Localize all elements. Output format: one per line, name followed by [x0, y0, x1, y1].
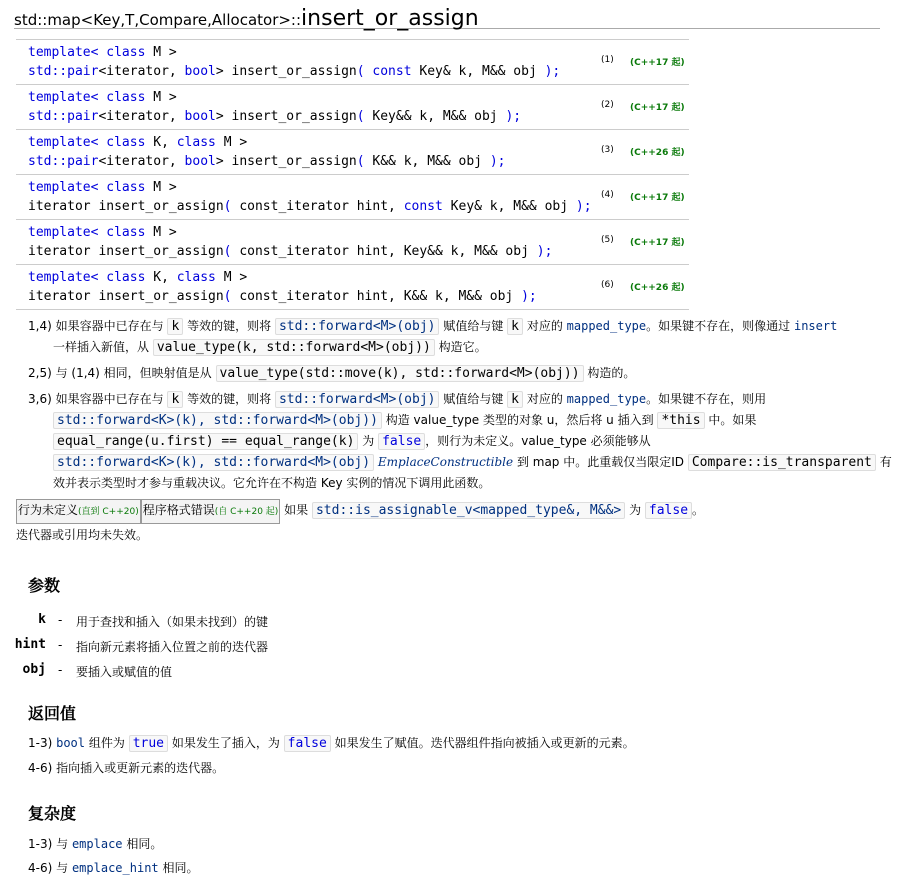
desc-1-4: 1,4) 如果容器中已存在与 k 等效的键，则将 std::forward<M>(obj) 赋值给与键 k 对应的 mapped_type。如果键不存在，则像通过 insert [28, 319, 838, 334]
version-badge: (C++17 起) [630, 193, 685, 203]
param-description: 指向新元素将插入位置之前的迭代器 [76, 640, 269, 654]
declaration-code [28, 223, 552, 261]
signature-line: std::pair<iterator, bool> insert_or_assign( Key&& k, M&& obj ); [28, 109, 522, 124]
desc-1-4-cont: 一样插入新值，从 value_type(k, std::forward<M>(obj)) 构造它。 [53, 340, 487, 355]
link-mapped-type[interactable]: mapped_type [566, 319, 647, 333]
desc-3-6-line3: equal_range(u.first) == equal_range(k) 为 false ，则行为未定义。value_type 必须能够从 [53, 431, 651, 452]
template-line: template< class M > [28, 90, 177, 105]
template-line: template< class M > [28, 180, 177, 195]
param-description: 用于查找和插入（如果未找到）的键 [76, 615, 269, 629]
code-false: false [645, 502, 692, 519]
param-description: 要插入或赋值的值 [76, 665, 173, 679]
param-name: obj [22, 662, 46, 677]
param-dash: - [58, 663, 63, 677]
code-is-assignable[interactable]: std::is_assignable_v<mapped_type&, M&&> [312, 502, 625, 519]
template-line: template< class M > [28, 225, 177, 240]
params-heading: 参数 [28, 576, 61, 595]
ill-formed-badge: 程序格式错误(自 C++20 起) [141, 499, 281, 524]
desc-2-5: 2,5) 与 (1,4) 相同，但映射值是从 value_type(std::move(k), std::forward<M>(obj)) 构造的。 [28, 366, 636, 381]
signature-line: iterator insert_or_assign( const_iterator hint, const Key& k, M&& obj ); [28, 199, 592, 214]
code-this: *this [657, 412, 704, 429]
declaration-row [16, 264, 689, 310]
code-k: k [167, 391, 183, 408]
code-forward-obj[interactable]: std::forward<M>(obj) [275, 318, 440, 335]
return-1-3: 1-3) bool 组件为 true 如果发生了插入，为 false 如果发生了赋值。迭代器组件指向被插入或更新的元素。 [28, 736, 635, 751]
code-forward-obj[interactable]: std::forward<M>(obj) [275, 391, 440, 408]
declaration-row [16, 174, 689, 219]
link-mapped-type[interactable]: mapped_type [566, 392, 647, 406]
version-badge: (C++17 起) [630, 58, 685, 68]
complexity-heading: 复杂度 [28, 804, 77, 823]
declaration-row [16, 39, 689, 84]
code-true: true [129, 735, 168, 752]
overload-number: (5) [601, 235, 614, 245]
complexity-1-3: 1-3) 与 emplace 相同。 [28, 837, 163, 851]
version-badge: (C++26 起) [630, 283, 685, 293]
overload-number: (4) [601, 190, 614, 200]
declaration-row [16, 129, 689, 174]
overload-number: (6) [601, 280, 614, 290]
code-k: k [507, 391, 523, 408]
signature-line: std::pair<iterator, bool> insert_or_assign( K&& k, M&& obj ); [28, 154, 506, 169]
declaration-row [16, 219, 689, 264]
param-dash: - [58, 613, 63, 627]
code-forward-pair-2[interactable]: std::forward<K>(k), std::forward<M>(obj) [53, 454, 374, 471]
complexity-4-6: 4-6) 与 emplace_hint 相同。 [28, 861, 199, 875]
code-equal-range[interactable]: equal_range(u.first) == equal_range(k) [53, 433, 358, 450]
overload-number: (2) [601, 100, 614, 110]
code-k: k [167, 318, 183, 335]
desc-3-6-line5: 效并表示类型时才参与重载决议。它允许在不构造 Key 实例的情况下调用此函数。 [53, 476, 491, 490]
param-name: hint [14, 637, 46, 652]
link-insert[interactable]: insert [793, 319, 838, 333]
param-name: k [38, 612, 46, 627]
iterator-note: 迭代器或引用均未失效。 [16, 528, 149, 542]
desc-3-6-line4: std::forward<K>(k), std::forward<M>(obj) EmplaceConstructible 到 map 中。此重载仅当限定ID Compare::is_transparent 有 [53, 452, 892, 473]
declaration-code [28, 43, 560, 81]
signature-line: iterator insert_or_assign( const_iterator hint, Key&& k, M&& obj ); [28, 244, 553, 259]
ub-note: 行为未定义(直到 C++20) 程序格式错误(自 C++20 起) 如果 std::is_assignable_v<mapped_type&, M&&> 为 false 。 [16, 499, 704, 524]
declaration-code [28, 268, 537, 306]
ub-badge: 行为未定义(直到 C++20) [16, 499, 141, 524]
code-false: false [378, 433, 425, 450]
declaration-row [16, 84, 689, 129]
code-compare-transparent: Compare::is_transparent [688, 454, 876, 471]
desc-3-6: 3,6) 如果容器中已存在与 k 等效的键，则将 std::forward<M>(obj) 赋值给与键 k 对应的 mapped_type。如果键不存在，则用 [28, 392, 767, 407]
param-dash: - [58, 638, 63, 652]
title-name: insert_or_assign [301, 6, 479, 31]
link-emplace[interactable]: emplace [71, 837, 123, 851]
signature-line: std::pair<iterator, bool> insert_or_assign( const Key& k, M&& obj ); [28, 64, 561, 79]
template-line: template< class K, class M > [28, 135, 248, 150]
link-bool[interactable]: bool [56, 736, 86, 750]
version-badge: (C++17 起) [630, 103, 685, 113]
code-value-type-move[interactable]: value_type(std::move(k), std::forward<M>(obj)) [216, 365, 584, 382]
code-value-type[interactable]: value_type(k, std::forward<M>(obj)) [153, 339, 435, 356]
page-title [14, 0, 880, 29]
desc-3-6-line2: std::forward<K>(k), std::forward<M>(obj)) 构造 value_type 类型的对象 u，然后将 u 插入到 *this 中。如果 [53, 410, 756, 431]
version-badge: (C++17 起) [630, 238, 685, 248]
code-forward-pair[interactable]: std::forward<K>(k), std::forward<M>(obj)) [53, 412, 382, 429]
overload-number: (3) [601, 145, 614, 155]
declaration-code [28, 88, 521, 126]
template-line: template< class K, class M > [28, 270, 248, 285]
return-4-6: 4-6) 指向插入或更新元素的迭代器。 [28, 761, 225, 775]
code-false: false [284, 735, 331, 752]
version-badge: (C++26 起) [630, 148, 685, 158]
title-prefix: std::map<Key,T,Compare,Allocator>::insert_or_assign [14, 6, 479, 31]
overload-number: (1) [601, 55, 614, 65]
template-line: template< class M > [28, 45, 177, 60]
link-emplace-constructible[interactable]: EmplaceConstructible [377, 455, 514, 469]
code-k: k [507, 318, 523, 335]
declaration-code [28, 178, 592, 216]
return-heading: 返回值 [28, 704, 77, 723]
link-emplace-hint[interactable]: emplace_hint [71, 861, 159, 875]
signature-line: iterator insert_or_assign( const_iterator hint, K&& k, M&& obj ); [28, 289, 537, 304]
declaration-code [28, 133, 505, 171]
